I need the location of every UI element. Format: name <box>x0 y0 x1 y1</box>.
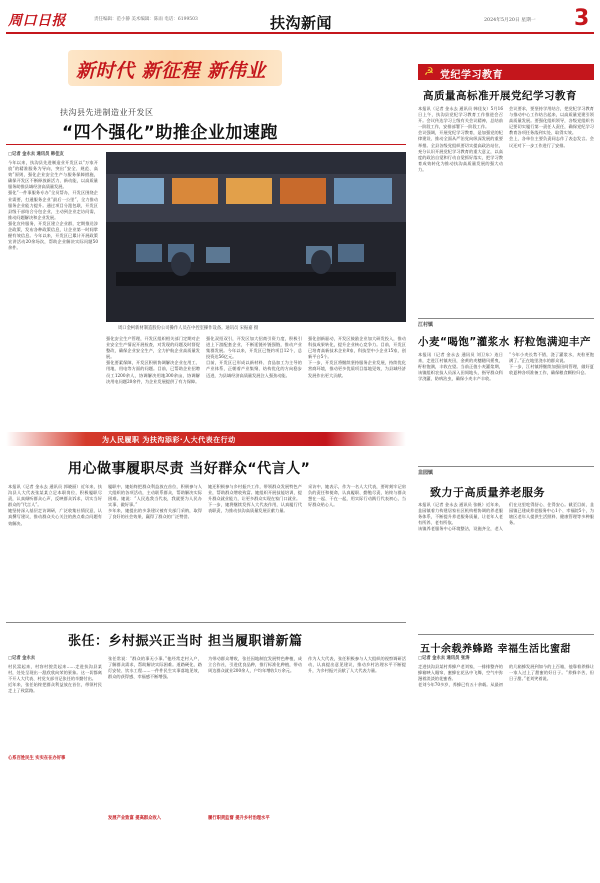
zhang-subhead-3: 履行职责监督 提升乡村治理水平 <box>208 816 270 821</box>
party-header-title: 党纪学习教育 <box>440 70 503 81</box>
npc-column-1: 本报讯（记者 金永去 通讯员 郭晓丽）近年来，扶沟县人大代表张某某立足本职岗位，积极履职尽责，认真倾听群众心声，反映群众诉求，切实当好群众的“代言人”。 她坚持深入基层走访调研，广泛收集社情民意，认真撰写建议，推动群众关心关注的热点难点问题有效解决。 <box>8 484 102 526</box>
lead-kicker: 扶沟县先进制造业开发区 <box>60 108 154 117</box>
zhang-headline: 张任：乡村振兴正当时 担当履职谱新篇 <box>68 634 303 649</box>
npc-column-3: 她还积极参与乡村振兴工作，带领群众发展特色产业，帮助群众增收致富。她组织开展技能培训，提升群众就业能力，让更多群众实现在家门口就业。 下一步，她将继续发挥人大代表作用，认真履行代表职责，为推动扶沟高质量发展贡献力量。 <box>208 484 302 514</box>
divider <box>418 634 594 635</box>
npc-column-2: 履职中，她始终把群众利益放在首位，积极参与人大组织的各项活动，主动联系群众，帮助解决实际困难。她说：“人民选我当代表，我就要为人民办实事、做好事。” 多年来，她提出的多条建议被有关部门采纳，取得了良好的社会效果，赢得了群众的广泛赞誉。 <box>108 484 202 520</box>
wushi-text: 走进扶沟县某村养蜂户老刘家，一排排整齐的蜂箱映入眼帘，蜜蜂在花丛中飞舞，空气中弥漫着淡淡的花蜜香。 老刘今年70多岁，养蜂已有五十余载。从最初的几箱蜂发展到如今的上百箱，他靠着养蜂让一家人过上了甜蜜的好日子。“养蜂辛苦，但日子甜。”老刘笑着说。 <box>418 664 594 688</box>
divider <box>6 622 406 623</box>
wushi-headline: 五十余载养蜂路 幸福生活比蜜甜 <box>420 644 571 655</box>
lead-column-1: 今年以来，扶沟县先进制造业开发区以“万家开放”的精准服务为导向，突出“安全、规范、高效”原则，强化企业安全生产与服务保障措施，确保开发区不断释放新活力、新动能，以高质量服务助推县域经济高质量发展。 强化“一件事服务专办”全员帮办，开发区围绕企业需要，打通服务企业“最后一公里”，全力推动服务企业能力提升。通过项目分派包联，开发区县级干部结合分包企业，主动到企业走访问需，推动问题解决和企业发展。 强化宣传服务，开发区建立企业群，定期推送涉企政策，发布各种政策信息，让企业第一时间掌握有效信息。今年以来，开发区已累计开展政策宣讲活动20余场次，帮助企业解决实际问题50余件。 <box>8 160 98 251</box>
fengqiu-text: 本报讯（记者 金永去 通讯员 张帆）近年来，韭园镇着力构建居家社区机构相协调的养老服务体系，不断提升养老服务质量，让老年人老有所养、老有所依。 该镇养老服务中心环境整洁，设施齐全，老人们在这里吃得舒心、住得安心。截至目前，韭园镇已建成养老服务中心1个、幸福院5个，为辖区老年人提供生活照料、健康管理等多种服务。 <box>418 502 594 532</box>
slogan-text: 新时代 新征程 新伟业 <box>76 60 266 82</box>
jiangcun-text: 本报讯（记者 金永去 通讯员 刘卫东）连日来，走进江村镇麦田，金黄的麦穗随风摇曳，籽粒饱满，丰收在望。当前正值小麦灌浆期，该镇组织农技人员深入田间地头，指导群众科学浇灌、防病治虫，确保小麦丰产丰收。 “今年小麦长势不错，浇了灌浆水，麦粒更饱满了。”正在地里浇水的群众说。 下一步，江村镇将继续加强田间管理，做好夏收夏种各项准备工作，确保粮食颗粒归仓。 <box>418 352 594 382</box>
party-emblem-icon: ☭ <box>424 65 434 78</box>
zhang-subhead-1: 心系百姓民生 实实在在办好事 <box>8 756 66 761</box>
page-number: 3 <box>574 6 590 31</box>
wushi-byline: □记者 金永去 通讯员 张涛 <box>418 656 470 661</box>
zhang-subhead-2: 发展产业致富 提高群众收入 <box>108 816 162 821</box>
lead-column-3: 强化双招双引，开发区加大招商引资力度，积极引进上下游配套企业，不断延链补链强链，推动产业集群发展。今年以来，开发区已签约项目12个，总投资达56亿元。 目前，开发区已形成以新材料、食品加工为主导的产业体系，正朝着产业集聚、结构优化的方向稳步迈进，为县域经济高质量发展注入强劲动能。 <box>206 336 302 378</box>
party-header <box>418 64 594 80</box>
npc-banner-text: 为人民履职 为扶沟添彩·人大代表在行动 <box>102 436 236 444</box>
zhang-column-1: 村民富起来，村容村貌美起来……走进扶沟县某村，处处呈现出一派欣欣向荣的景象。这一切都离不开人大代表、村党支部书记张任的辛勤付出。 近年来，张任始终把群众利益放在首位，带领村民走上了致富路。 <box>8 664 102 694</box>
zhang-column-2: 张任常说：“群众的事无小事。”他经常走村入户，了解群众需求，帮助解决实际困难。道路硬化、路灯安装、饮水工程……一件件民生实事落地见效，群众的获得感、幸福感不断增强。 <box>108 656 202 680</box>
npc-column-4: 采访中，她表示，作为一名人大代表，要时刻牢记肩负的责任和使命，认真履职、勤勉尽责，始终与群众想在一起、干在一起，用实际行动践行代表初心，当好群众贴心人。 <box>308 484 406 508</box>
section-name: 扶沟新闻 <box>270 14 333 32</box>
lead-column-4: 强化创新驱动，开发区鼓励企业加大研发投入，推动科技成果转化，提升企业核心竞争力。目前，开发区已培育高新技术企业8家，科技型中小企业15家，创新平台5个。 下一步，开发区将继续坚持服务企业发展，持续优化营商环境，推动更多优质项目落地见效，为县域经济发展作出更大贡献。 <box>308 336 406 378</box>
masthead-info: 责任编辑：范小静 美术编辑：陈雨 电话：6199503 <box>94 17 198 22</box>
npc-banner <box>6 432 406 446</box>
masthead-logo: 周口日报 <box>8 13 66 29</box>
party-column-2: 会议要求，要坚持学用结合，把党纪学习教育与推动中心工作结合起来，以高质量党建引领高质量发展。要强化组织领导，各级党组织书记要切实履行第一责任人责任，确保党纪学习教育各项任务落到实处、取得实效。 会上，各单位主要负责同志作了表态发言。会议还对下一步工作进行了安排。 <box>509 106 594 148</box>
divider <box>418 466 594 467</box>
fengqiu-headline: 致力于高质量养老服务 <box>430 486 545 499</box>
lead-headline: “四个强化”助推企业加速跑 <box>62 123 278 143</box>
npc-headline: 用心做事履职尽责 当好群众“代言人” <box>68 461 311 477</box>
jiangcun-headline: 小麦“喝饱”灌浆水 籽粒饱满迎丰产 <box>418 336 591 348</box>
headline-rule <box>6 144 406 145</box>
photo-caption: 周口金柯新材制造股份公司操作人员在中控室操作设备。通讯员 宋振嘉 摄 <box>118 326 259 331</box>
control-room-photo <box>106 152 406 322</box>
masthead <box>6 4 594 34</box>
jiangcun-place: 江村镇 <box>418 322 434 328</box>
party-headline: 高质量高标准开展党纪学习教育 <box>423 90 577 102</box>
lead-byline: □记者 金永去 通讯员 韩佳友 <box>8 152 64 157</box>
slogan-banner <box>68 50 282 86</box>
fengqiu-place: 韭园镇 <box>418 470 434 476</box>
control-room-illustration <box>106 152 406 322</box>
party-column-1: 本报讯（记者 金永去 通讯员 韩佳友）5月16日上午，扶沟县党纪学习教育工作推进会召开。会议传达学习上级有关会议精神，总结前一阶段工作，安排部署下一阶段工作。 会议强调，开展党纪学习教育，是加强党的纪律建设、推动全面从严治党向纵深发展的重要举措。全县各级党组织要切实提高政治站位，充分认识开展党纪学习教育的重大意义，以高度的政治自觉和行动自觉抓好落实，把学习教育成效转化为推动扶沟高质量发展的强大动力。 <box>418 106 503 172</box>
masthead-date: 2024年5月20日 星期一 <box>484 18 536 23</box>
zhang-column-4: 作为人大代表，张任积极参与人大组织的视察调研活动，认真提出意见建议，推动乡村治理水平不断提升，为乡村振兴贡献了人大代表力量。 <box>308 656 406 674</box>
divider <box>418 318 594 319</box>
zhang-byline: □记者 金永去 <box>8 656 36 661</box>
lead-column-2: 强化安全生产管理，开发区组织相关部门定期对企业安全生产情况开展检查，对发现的问题及时督促整改，确保企业安全生产，全力护航企业高质量发展。 强化要素保障，开发区积极协调解决企业在用工、用地、用电等方面的问题。目前，已帮助企业招聘员工1200余人，协调解决用地300余亩，协调解决用电问题20余件，为企业发展提供了有力保障。 <box>106 336 200 384</box>
zhang-column-3: 为带动群众增收，张任因地制宜发展特色种植，成立合作社，引进优良品种，推行标准化种植，带动周边群众就业200余人，户均年增收1万余元。 <box>208 656 302 674</box>
